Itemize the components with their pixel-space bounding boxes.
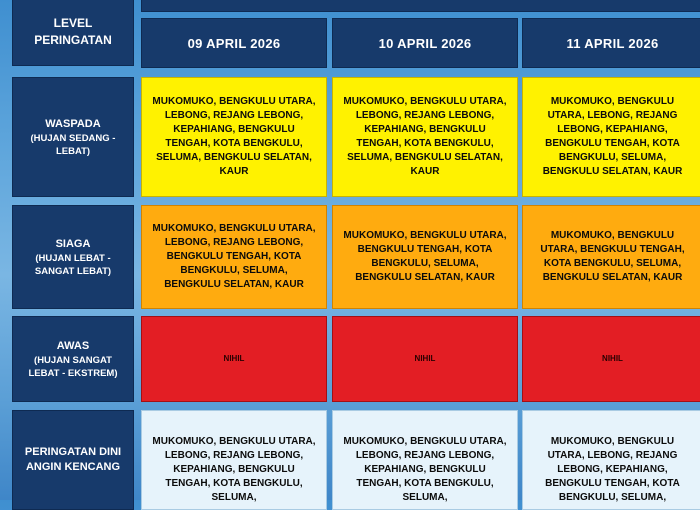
header-top-strip [141,0,700,12]
row-label-waspada-sub: (HUJAN SEDANG - LEBAT) [30,132,116,157]
siaga-cell-1-text: MUKOMUKO, BENGKULU UTARA, LEBONG, REJANG LEBONG, BENGKULU TENGAH, KOTA BENGKULU, SELUMA, BENGKULU SELATAN, KAUR [152,223,316,290]
row-label-angin-kencang-title: PERINGATAN DINI ANGIN KENCANG [24,446,122,473]
date-header-2 [332,18,518,68]
date-header-3-text: 11 APRIL 2026 [566,35,659,51]
angin-cell-1-text: MUKOMUKO, BENGKULU UTARA, LEBONG, REJANG LEBONG, KEPAHIANG, BENGKULU TENGAH, KOTA BENGKULU, SELUMA, [152,436,316,503]
row-label-siaga [12,205,134,309]
waspada-cell-2 [332,77,518,197]
siaga-cell-2 [332,205,518,309]
row-label-waspada [12,77,134,197]
waspada-cell-3 [522,77,700,197]
date-header-3 [522,18,700,68]
angin-cell-2-text: MUKOMUKO, BENGKULU UTARA, LEBONG, REJANG LEBONG, KEPAHIANG, BENGKULU TENGAH, KOTA BENGKULU, SELUMA, [343,436,507,503]
level-header [12,0,134,66]
angin-cell-3 [522,410,700,510]
row-label-siaga-sub: (HUJAN LEBAT - SANGAT LEBAT) [34,252,112,277]
siaga-cell-2-text: MUKOMUKO, BENGKULU UTARA, BENGKULU TENGAH, KOTA BENGKULU, SELUMA, BENGKULU SELATAN, KAUR [343,230,507,283]
row-label-angin-kencang [12,410,134,510]
waspada-cell-3-text: MUKOMUKO, BENGKULU UTARA, LEBONG, REJANG LEBONG, KEPAHIANG, BENGKULU TENGAH, KOTA BENGKULU, SELUMA, BENGKULU SELATAN, KAUR [542,96,683,177]
awas-cell-1-text: NIHIL [223,354,245,363]
row-label-siaga-title: SIAGA [55,237,91,250]
row-label-awas-title: AWAS [56,339,90,352]
awas-cell-3 [522,316,700,402]
awas-cell-3-text: NIHIL [602,354,623,363]
date-header-1 [141,18,327,68]
angin-cell-3-text: MUKOMUKO, BENGKULU UTARA, LEBONG, REJANG LEBONG, KEPAHIANG, BENGKULU TENGAH, KOTA BENGKULU, SELUMA, [545,436,680,503]
angin-cell-1 [141,410,327,510]
row-label-waspada-title: WASPADA [45,117,101,130]
siaga-cell-1 [141,205,327,309]
awas-cell-2 [332,316,518,402]
awas-cell-1 [141,316,327,402]
waspada-cell-1-text: MUKOMUKO, BENGKULU UTARA, LEBONG, REJANG LEBONG, KEPAHIANG, BENGKULU TENGAH, KOTA BENGKULU, SELUMA, BENGKULU SELATAN, KAUR [152,96,316,177]
date-header-1-text: 09 APRIL 2026 [187,35,281,51]
siaga-cell-3-text: MUKOMUKO, BENGKULU UTARA, BENGKULU TENGAH, KOTA BENGKULU, SELUMA, BENGKULU SELATAN, KAUR [540,230,685,283]
waspada-cell-1 [141,77,327,197]
siaga-cell-3 [522,205,700,309]
angin-cell-2 [332,410,518,510]
waspada-cell-2-text: MUKOMUKO, BENGKULU UTARA, LEBONG, REJANG LEBONG, KEPAHIANG, BENGKULU TENGAH, KOTA BENGKULU, SELUMA, BENGKULU SELATAN, KAUR [343,96,507,177]
awas-cell-2-text: NIHIL [414,354,436,363]
date-header-2-text: 10 APRIL 2026 [378,35,472,51]
level-header-line2: PERINGATAN [34,33,112,47]
row-label-awas [12,316,134,402]
level-header-line1: LEVEL [53,16,93,30]
row-label-awas-sub: (HUJAN SANGAT LEBAT - EKSTREM) [28,354,118,379]
